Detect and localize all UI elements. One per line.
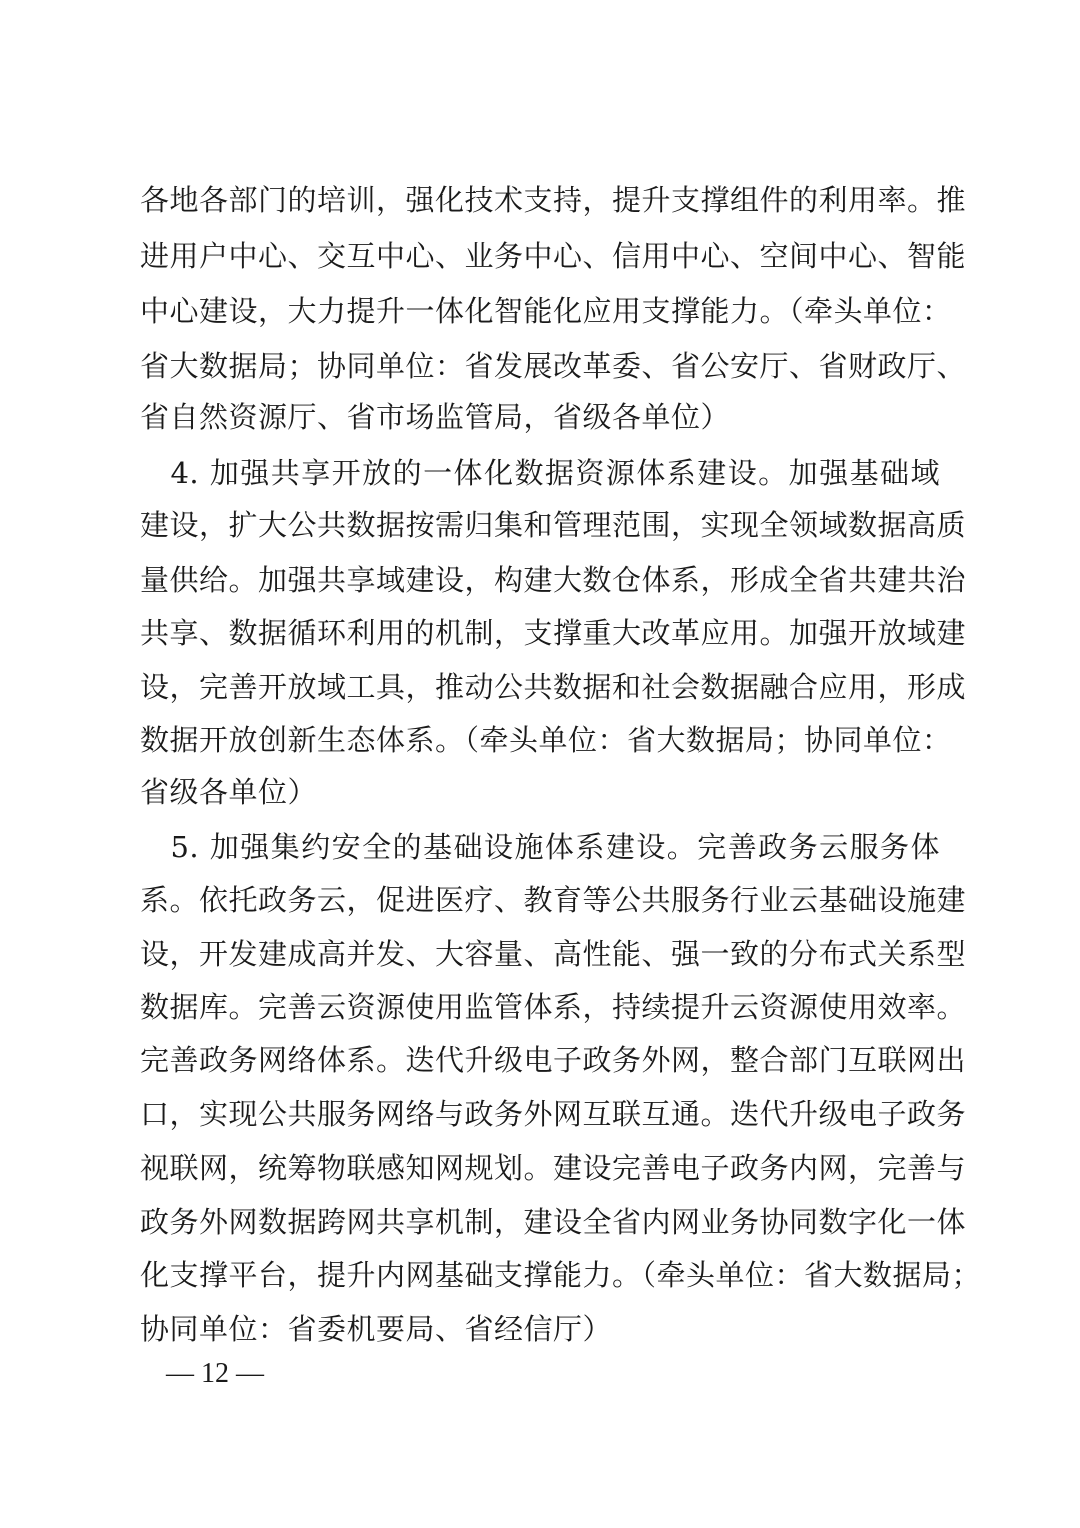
body-text-line: 省级各单位） (140, 775, 318, 809)
section-5-heading-line: 5. 加强集约安全的基础设施体系建设。完善政务云服务体 (140, 830, 940, 864)
body-text-line: 设，完善开放域工具，推动公共数据和社会数据融合应用，形成 (140, 670, 967, 704)
body-text-line: 数据库。完善云资源使用监管体系，持续提升云资源使用效率。 (140, 990, 967, 1024)
body-text-line: 视联网，统筹物联感知网规划。建设完善电子政务内网，完善与 (140, 1151, 967, 1185)
body-text-line: 数据开放创新生态体系。（牵头单位：省大数据局；协同单位： (140, 723, 952, 757)
body-text-line: 设，开发建成高并发、大容量、高性能、强一致的分布式关系型 (140, 937, 967, 971)
section-4-heading-line: 4. 加强共享开放的一体化数据资源体系建设。加强基础域 (140, 456, 940, 490)
body-text-line: 政务外网数据跨网共享机制，建设全省内网业务协同数字化一体 (140, 1205, 967, 1239)
body-text-line: 量供给。加强共享域建设，构建大数仓体系，形成全省共建共治 (140, 563, 967, 597)
body-text-line: 省大数据局；协同单位：省发展改革委、省公安厅、省财政厅、 (140, 349, 967, 383)
body-text-line: 协同单位：省委机要局、省经信厅） (140, 1312, 613, 1346)
body-text-line: 进用户中心、交互中心、业务中心、信用中心、空间中心、智能 (140, 239, 967, 273)
body-text-line: 完善政务网络体系。迭代升级电子政务外网，整合部门互联网出 (140, 1043, 967, 1077)
body-text-line: 化支撑平台，提升内网基础支撑能力。（牵头单位：省大数据局； (140, 1258, 982, 1292)
body-text-line: 建设，扩大公共数据按需归集和管理范围，实现全领域数据高质 (140, 508, 967, 542)
body-text-line: 口，实现公共服务网络与政务外网互联互通。迭代升级电子政务 (140, 1097, 967, 1131)
body-text-line: 各地各部门的培训，强化技术支持，提升支撑组件的利用率。推 (140, 183, 967, 217)
body-text-line: 中心建设，大力提升一体化智能化应用支撑能力。（牵头单位： (140, 294, 952, 328)
body-text-line: 系。依托政务云，促进医疗、教育等公共服务行业云基础设施建 (140, 883, 967, 917)
page-number: — 12 — (166, 1358, 264, 1389)
body-text-line: 省自然资源厅、省市场监管局，省级各单位） (140, 400, 731, 434)
body-text-line: 共享、数据循环利用的机制，支撑重大改革应用。加强开放域建 (140, 616, 967, 650)
